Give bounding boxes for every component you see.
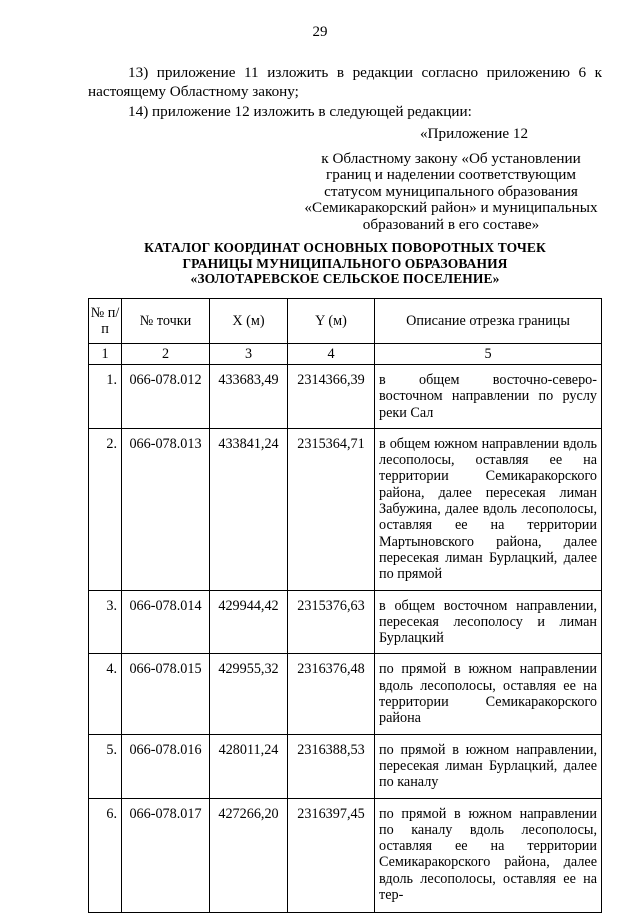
column-number: 2: [122, 344, 210, 365]
row-x: 429955,32: [210, 654, 288, 734]
header-x: X (м): [210, 299, 288, 344]
row-x: 429944,42: [210, 590, 288, 654]
catalog-heading-line-3: «ЗОЛОТАРЕВСКОЕ СЕЛЬСКОЕ ПОСЕЛЕНИЕ»: [190, 271, 500, 286]
row-description: в общем восточно-северо-восточном направлении по руслу реки Сал: [375, 365, 602, 429]
row-y: 2315376,63: [288, 590, 375, 654]
row-y: 2315364,71: [288, 428, 375, 590]
row-num: 4.: [89, 654, 122, 734]
header-description: Описание отрезка границы: [375, 299, 602, 344]
row-num: 3.: [89, 590, 122, 654]
column-number-row: [89, 344, 602, 365]
row-num: 6.: [89, 798, 122, 912]
page-number: 29: [312, 24, 328, 40]
row-description: в общем южном направлении вдоль лесополосы, оставляя ее на территории Семикаракорского района, далее пересекая лиман Забужина, далее вдоль лесополосы, оставляя ее на территории Мартыновского района, далее пересекая лиман Бурлацкий, далее по прямой: [375, 428, 602, 590]
row-point: 066-078.017: [122, 798, 210, 912]
row-point: 066-078.016: [122, 734, 210, 798]
row-point: 066-078.013: [122, 428, 210, 590]
coordinates-table: [88, 298, 602, 913]
table-row: [89, 428, 602, 590]
row-x: 427266,20: [210, 798, 288, 912]
row-y: 2316388,53: [288, 734, 375, 798]
column-number: 1: [89, 344, 122, 365]
column-number: 4: [288, 344, 375, 365]
row-num: 5.: [89, 734, 122, 798]
table-row: [89, 590, 602, 654]
catalog-heading-line-1: КАТАЛОГ КООРДИНАТ ОСНОВНЫХ ПОВОРОТНЫХ ТОЧЕК: [144, 240, 546, 255]
column-number: 3: [210, 344, 288, 365]
row-y: 2314366,39: [288, 365, 375, 429]
table-row: [89, 365, 602, 429]
row-point: 066-078.015: [122, 654, 210, 734]
column-number: 5: [375, 344, 602, 365]
catalog-heading-line-2: ГРАНИЦЫ МУНИЦИПАЛЬНОГО ОБРАЗОВАНИЯ: [182, 255, 508, 271]
row-x: 428011,24: [210, 734, 288, 798]
table-row: [89, 734, 602, 798]
table-row: [89, 654, 602, 734]
row-num: 2.: [89, 428, 122, 590]
appendix-block: [300, 126, 602, 233]
table-row: [89, 798, 602, 912]
row-y: 2316376,48: [288, 654, 375, 734]
table-header-row: [89, 299, 602, 344]
row-y: 2316397,45: [288, 798, 375, 912]
header-y: Y (м): [288, 299, 375, 344]
appendix-title: «Приложение 12: [419, 125, 529, 142]
appendix-text: к Областному закону «Об установлении границ и наделении соответствующим статусом муниципального образования «Семикаракорский район» и муниципальных образований в его составе»: [304, 149, 598, 233]
header-num: № п/п: [89, 299, 122, 344]
row-num: 1.: [89, 365, 122, 429]
row-x: 433683,49: [210, 365, 288, 429]
row-description: по прямой в южном направлении по каналу вдоль лесополосы, оставляя ее на территории Семикаракорского района, далее вдоль лесополосы, оставляя ее на тер-: [375, 798, 602, 912]
row-description: по прямой в южном направлении, пересекая лиман Бурлацкий, далее по каналу: [375, 734, 602, 798]
paragraph-item-14: 14) приложение 12 изложить в следующей редакции:: [128, 103, 472, 120]
row-description: по прямой в южном направлении вдоль лесополосы, оставляя ее на территории Семикаракорского района: [375, 654, 602, 734]
row-point: 066-078.014: [122, 590, 210, 654]
paragraph-item-13: 13) приложение 11 изложить в редакции согласно приложению 6 к настоящему Областному закону;: [88, 64, 602, 100]
row-description: в общем восточном направлении, пересекая лесополосу и лиман Бурлацкий: [375, 590, 602, 654]
row-x: 433841,24: [210, 428, 288, 590]
header-point: № точки: [122, 299, 210, 344]
catalog-heading: [88, 240, 602, 287]
row-point: 066-078.012: [122, 365, 210, 429]
